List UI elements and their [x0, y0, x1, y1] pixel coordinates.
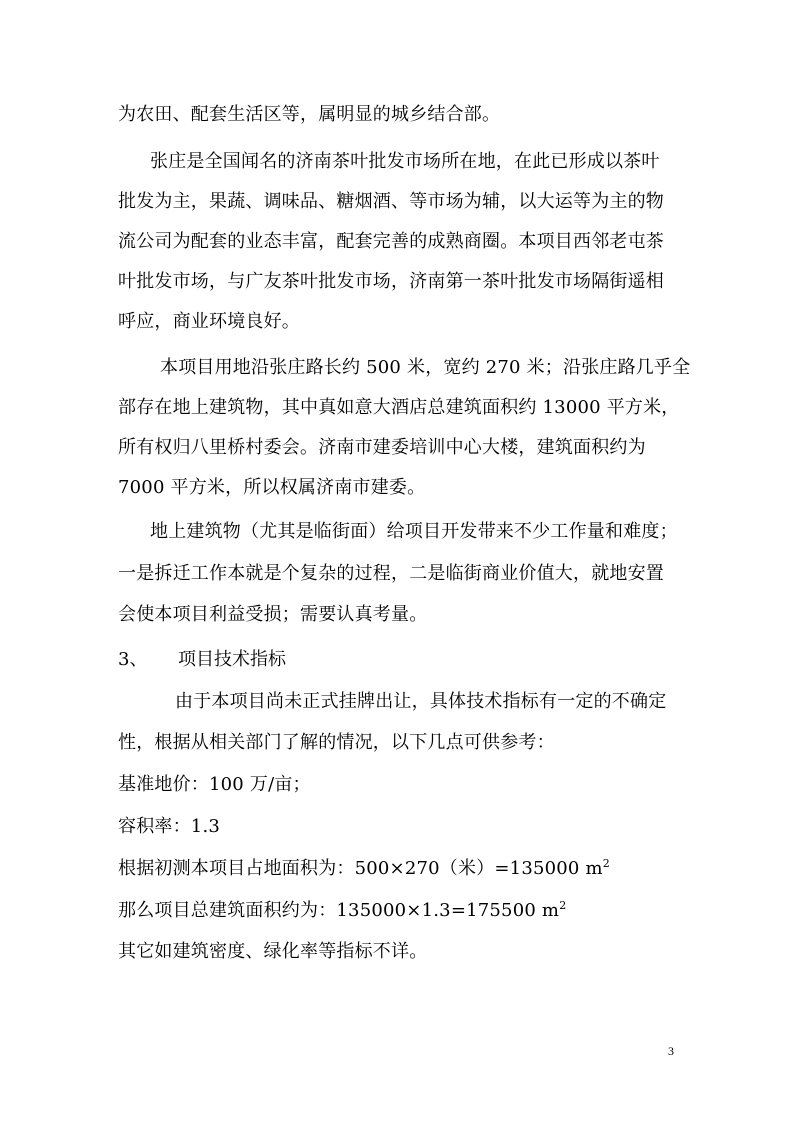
- paragraph2-line: 批发为主，果蔬、调味品、糖烟酒、等市场为辅，以大运等为主的物: [118, 191, 664, 212]
- indicator-land-price: 基准地价：100 万/亩；: [118, 774, 311, 795]
- paragraph3-line: 本项目用地沿张庄路长约 500 米，宽约 270 米；沿张庄路几乎全: [160, 357, 691, 378]
- indicator-building-area-superscript: 2: [559, 899, 567, 912]
- paragraph2-line: 流公司为配套的业态丰富，配套完善的成熟商圈。本项目西邻老屯茶: [118, 231, 664, 252]
- section-title: 项目技术指标: [178, 649, 286, 670]
- paragraph4-line: 一是拆迁工作本就是个复杂的过程，二是临街商业价值大，就地安置: [118, 563, 664, 584]
- paragraph3-line: 所有权归八里桥村委会。济南市建委培训中心大楼，建筑面积约为: [118, 437, 646, 458]
- indicator-building-area-text: 那么项目总建筑面积约为：135000×1.3=175500 m: [118, 900, 560, 921]
- paragraph3-line: 部存在地上建筑物，其中真如意大酒店总建筑面积约 13000 平方米，: [118, 397, 680, 418]
- paragraph2-line: 叶批发市场，与广友茶叶批发市场，济南第一茶叶批发市场隔街遥相: [118, 271, 664, 292]
- paragraph5-line: 性，根据从相关部门了解的情况，以下几点可供参考：: [118, 732, 555, 753]
- paragraph4-line: 地上建筑物（尤其是临街面）给项目开发带来不少工作量和难度；: [150, 521, 678, 542]
- indicator-land-area-superscript: 2: [602, 857, 610, 870]
- indicator-land-area-text: 根据初测本项目占地面积为：500×270（米）=135000 m: [118, 858, 603, 879]
- paragraph2-line: 张庄是全国闻名的济南茶叶批发市场所在地，在此已形成以茶叶: [150, 151, 660, 172]
- indicator-land-area: [118, 857, 688, 881]
- indicator-other: 其它如建筑密度、绿化率等指标不详。: [118, 941, 428, 962]
- paragraph5-line: 由于本项目尚未正式挂牌出让，具体技术指标有一定的不确定: [175, 691, 667, 712]
- indicator-building-area: [118, 899, 688, 923]
- paragraph2-line: 呼应，商业环境良好。: [118, 311, 300, 332]
- paragraph3-line: 7000 平方米，所以权属济南市建委。: [118, 477, 426, 498]
- section-number: 3、: [118, 649, 148, 670]
- page-number: 3: [668, 1044, 674, 1058]
- paragraph4-line: 会使本项目利益受损；需要认真考量。: [118, 604, 428, 625]
- paragraph1-line: 为农田、配套生活区等，属明显的城乡结合部。: [118, 104, 501, 125]
- indicator-plot-ratio: 容积率：1.3: [118, 816, 221, 837]
